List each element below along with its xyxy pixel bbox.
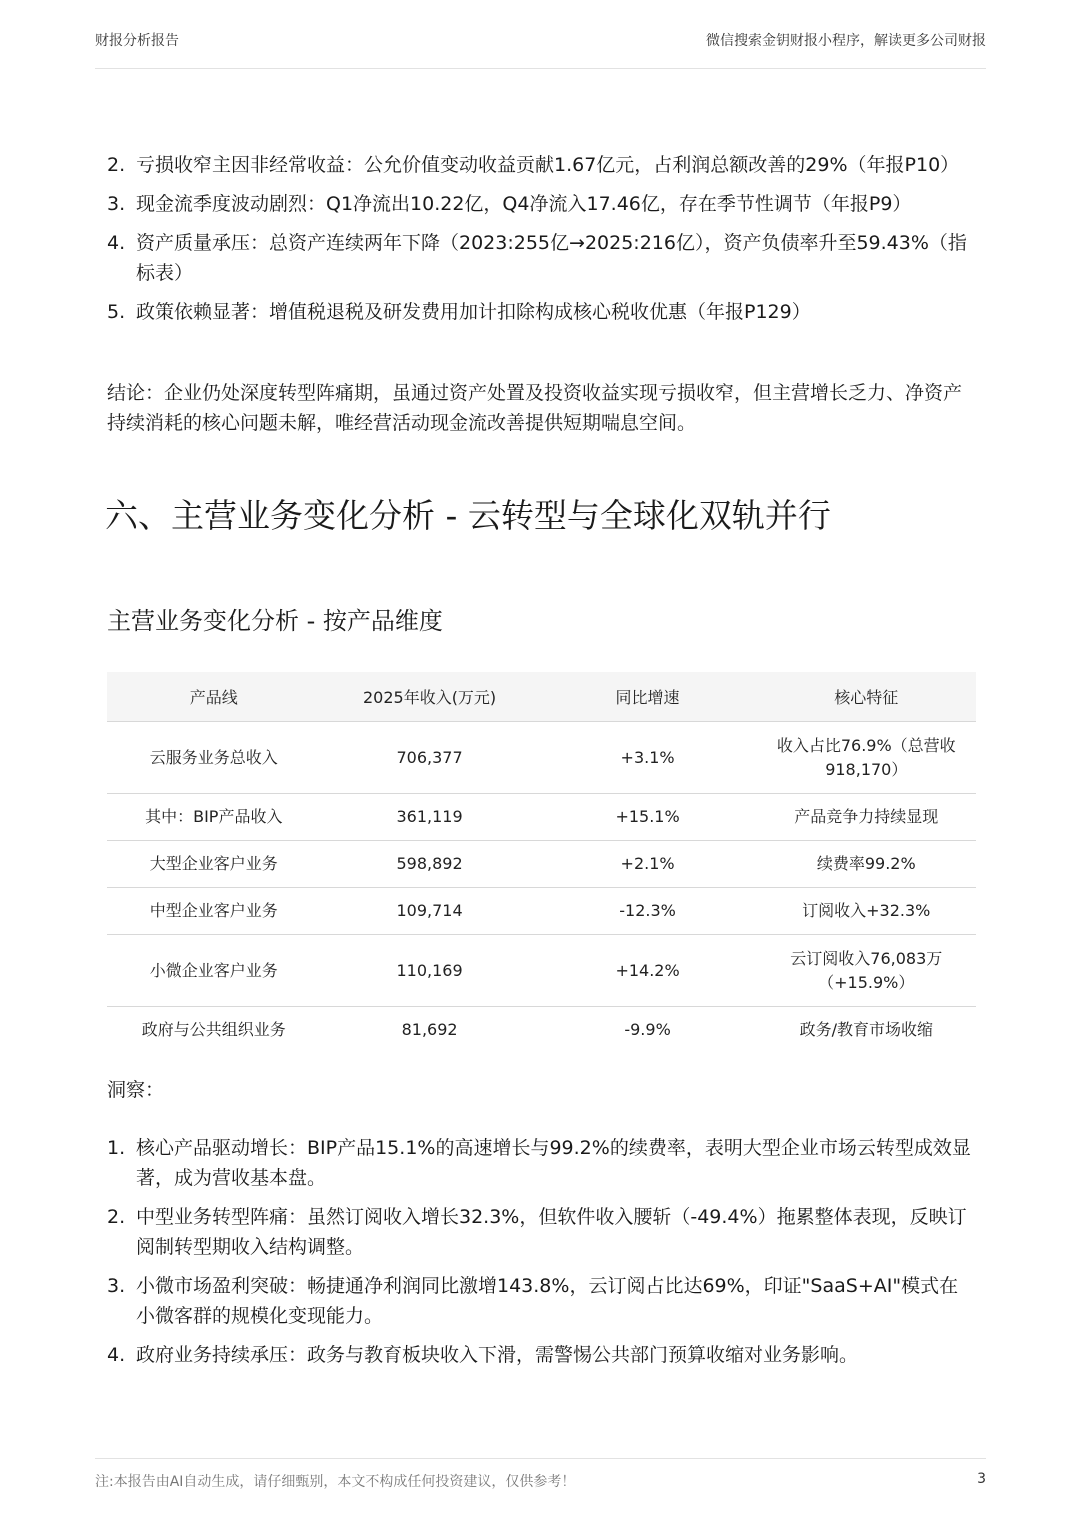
table-cell: 政务/教育市场收缩 [799, 1020, 933, 1040]
table-row [107, 722, 976, 794]
table-cell: 其中：BIP产品收入 [107, 794, 321, 841]
list-item: 3. 小微市场盈利突破：畅捷通净利润同比激增143.8%，云订阅占比达69%，印证"SaaS+AI"模式在小微客群的规模化变现能力。 [107, 1275, 959, 1327]
table-cell: 收入占比76.9%（总营收918,170） [757, 722, 976, 794]
table-title: 主营业务变化分析 - 按产品维度 [107, 607, 443, 635]
table-cell: 706,377 [321, 722, 539, 794]
column-header: 产品线 [107, 672, 321, 722]
page-number: 3 [977, 1471, 986, 1487]
list-item: 2. 中型业务转型阵痛：虽然订阅收入增长32.3%，但软件收入腰斩（-49.4%）拖累整体表现，反映订阅制转型期收入结构调整。 [107, 1206, 967, 1258]
table-cell: -9.9% [624, 1020, 671, 1040]
list-item: 1. 核心产品驱动增长：BIP产品15.1%的高速增长与99.2%的续费率，表明大型企业市场云转型成效显著，成为营收基本盘。 [107, 1137, 971, 1189]
table-cell: 大型企业客户业务 [107, 841, 321, 888]
list-item: 5. 政策依赖显著：增值税退税及研发费用加计扣除构成核心税收优惠（年报P129） [107, 301, 811, 323]
table-cell: 81,692 [401, 1020, 458, 1040]
table-cell: 小微企业客户业务 [107, 935, 321, 1007]
table-row [107, 1007, 976, 1054]
table-cell: 中型企业客户业务 [107, 888, 321, 935]
column-header: 同比增速 [539, 672, 757, 722]
list-item: 4. 资产质量承压：总资产连续两年下降（2023:255亿→2025:216亿），资产负债率升至59.43%（指标表） [107, 232, 967, 284]
section-title: 六、主营业务变化分析 - 云转型与全球化双轨并行 [105, 496, 831, 535]
table-cell: -12.3% [539, 888, 757, 935]
table-cell: 订阅收入+32.3% [757, 888, 976, 935]
table-cell: 110,169 [321, 935, 539, 1007]
column-header: 核心特征 [757, 672, 976, 722]
table-cell: 续费率99.2% [757, 841, 976, 888]
insight-label: 洞察： [107, 1079, 165, 1101]
list-item: 4. 政府业务持续承压：政务与教育板块收入下滑，需警惕公共部门预算收缩对业务影响。 [107, 1344, 859, 1366]
conclusion-paragraph: 结论：企业仍处深度转型阵痛期，虽通过资产处置及投资收益实现亏损收窄，但主营增长乏力、净资产持续消耗的核心问题未解，唯经营活动现金流改善提供短期喘息空间。 [107, 382, 963, 434]
table-row [107, 888, 976, 935]
table-row [107, 935, 976, 1007]
insight-list [107, 1133, 977, 1379]
table-cell: 政府与公共组织业务 [141, 1020, 286, 1040]
table-row [107, 841, 976, 888]
table-cell: 产品竞争力持续显现 [757, 794, 976, 841]
table-cell: 598,892 [321, 841, 539, 888]
table-row [107, 794, 976, 841]
header-promo: 微信搜索金钥财报小程序，解读更多公司财报 [706, 33, 986, 49]
table-cell: +3.1% [539, 722, 757, 794]
table-cell: 109,714 [321, 888, 539, 935]
table-cell: 云服务业务总收入 [107, 722, 321, 794]
product-revenue-table [107, 672, 976, 1054]
table-cell: 云订阅收入76,083万（+15.9%） [757, 935, 976, 1007]
list-item: 3. 现金流季度波动剧烈：Q1净流出10.22亿，Q4净流入17.46亿，存在季节性调节（年报P9） [107, 193, 912, 215]
page-header [95, 28, 986, 69]
header-title: 财报分析报告 [95, 33, 179, 49]
table-cell: +14.2% [539, 935, 757, 1007]
page-footer [95, 1458, 986, 1490]
table-cell: 361,119 [321, 794, 539, 841]
table-cell: +2.1% [539, 841, 757, 888]
table-header-row [107, 672, 976, 722]
column-header: 2025年收入(万元) [321, 672, 539, 722]
table-cell: +15.1% [539, 794, 757, 841]
risk-list [107, 150, 977, 336]
list-item: 2. 亏损收窄主因非经常收益：公允价值变动收益贡献1.67亿元，占利润总额改善的29%（年报P10） [107, 154, 960, 176]
disclaimer: 注:本报告由AI自动生成，请仔细甄别，本文不构成任何投资建议，仅供参考！ [95, 1474, 576, 1490]
